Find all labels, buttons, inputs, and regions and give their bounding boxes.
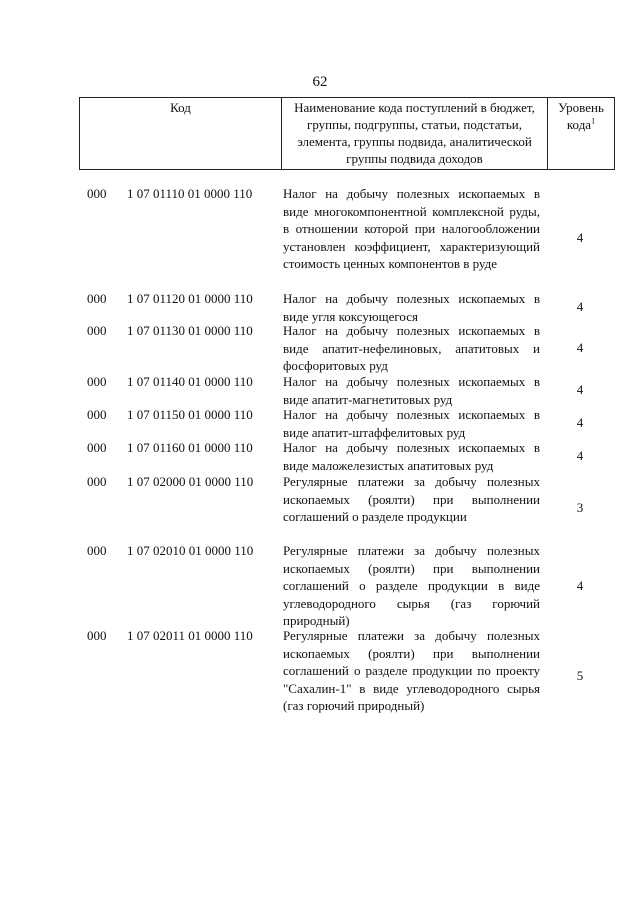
admin-code: 000 <box>87 440 107 455</box>
revenue-code: 1 07 01140 01 0000 110 <box>127 374 253 389</box>
footnote-marker: 1 <box>591 116 596 126</box>
revenue-name: Регулярные платежи за добычу полезных ископаемых (роялти) при выполнении соглашений о разделе продукции <box>283 474 540 524</box>
header-code: Код <box>80 98 282 170</box>
revenue-name: Налог на добычу полезных ископаемых в виде апатит-магнетитовых руд <box>283 374 540 407</box>
code-level: 4 <box>576 415 584 430</box>
revenue-code: 1 07 01130 01 0000 110 <box>127 323 253 338</box>
header-level-cell <box>548 98 615 170</box>
revenue-name: Регулярные платежи за добычу полезных ископаемых (роялти) при выполнении соглашений о разделе продукции по проекту "Сахалин-1" в виде углеводородного сырья (газ горючий природный) <box>283 628 540 713</box>
header-name: Наименование кода поступлений в бюджет, группы, подгруппы, статьи, подстатьи, элемента, группы подвида, аналитической группы подвида доходов <box>282 98 548 170</box>
admin-code: 000 <box>87 374 107 389</box>
admin-code: 000 <box>87 323 107 338</box>
revenue-code: 1 07 02011 01 0000 110 <box>127 628 253 643</box>
admin-code: 000 <box>87 543 107 558</box>
revenue-name: Налог на добычу полезных ископаемых в виде многокомпонентной комплексной руды, в отношении которой при налогообложении установлен коэффициент, характеризующий стоимость ценных компонентов в руде <box>283 186 540 271</box>
code-level: 3 <box>576 500 584 515</box>
admin-code: 000 <box>87 291 107 306</box>
revenue-name: Регулярные платежи за добычу полезных ископаемых (роялти) при выполнении соглашений о разделе продукции в виде углеводородного сырья (газ горючий природный) <box>283 543 540 628</box>
revenue-name: Налог на добычу полезных ископаемых в виде апатит-нефелиновых, апатитовых и фосфоритовых руд <box>283 323 540 373</box>
admin-code: 000 <box>87 628 107 643</box>
revenue-name: Налог на добычу полезных ископаемых в виде маложелезистых апатитовых руд <box>283 440 540 473</box>
revenue-code: 1 07 01150 01 0000 110 <box>127 407 253 422</box>
code-level: 4 <box>576 340 584 355</box>
table-header <box>79 97 615 170</box>
revenue-name: Налог на добычу полезных ископаемых в виде угля коксующегося <box>283 291 540 324</box>
page-number: 62 <box>312 74 328 90</box>
revenue-code: 1 07 01110 01 0000 110 <box>127 186 253 201</box>
code-level: 4 <box>576 299 584 314</box>
admin-code: 000 <box>87 407 107 422</box>
code-level: 5 <box>576 668 584 683</box>
admin-code: 000 <box>87 474 107 489</box>
revenue-code: 1 07 02000 01 0000 110 <box>127 474 254 489</box>
revenue-code: 1 07 02010 01 0000 110 <box>127 543 254 558</box>
code-level: 4 <box>576 382 584 397</box>
revenue-name: Налог на добычу полезных ископаемых в виде апатит-штаффелитовых руд <box>283 407 540 440</box>
admin-code: 000 <box>87 186 107 201</box>
header-level: Уровень кода <box>558 100 604 132</box>
revenue-code: 1 07 01160 01 0000 110 <box>127 440 253 455</box>
code-level: 4 <box>576 448 584 463</box>
code-level: 4 <box>576 578 584 593</box>
code-level: 4 <box>576 230 584 245</box>
revenue-code: 1 07 01120 01 0000 110 <box>127 291 253 306</box>
